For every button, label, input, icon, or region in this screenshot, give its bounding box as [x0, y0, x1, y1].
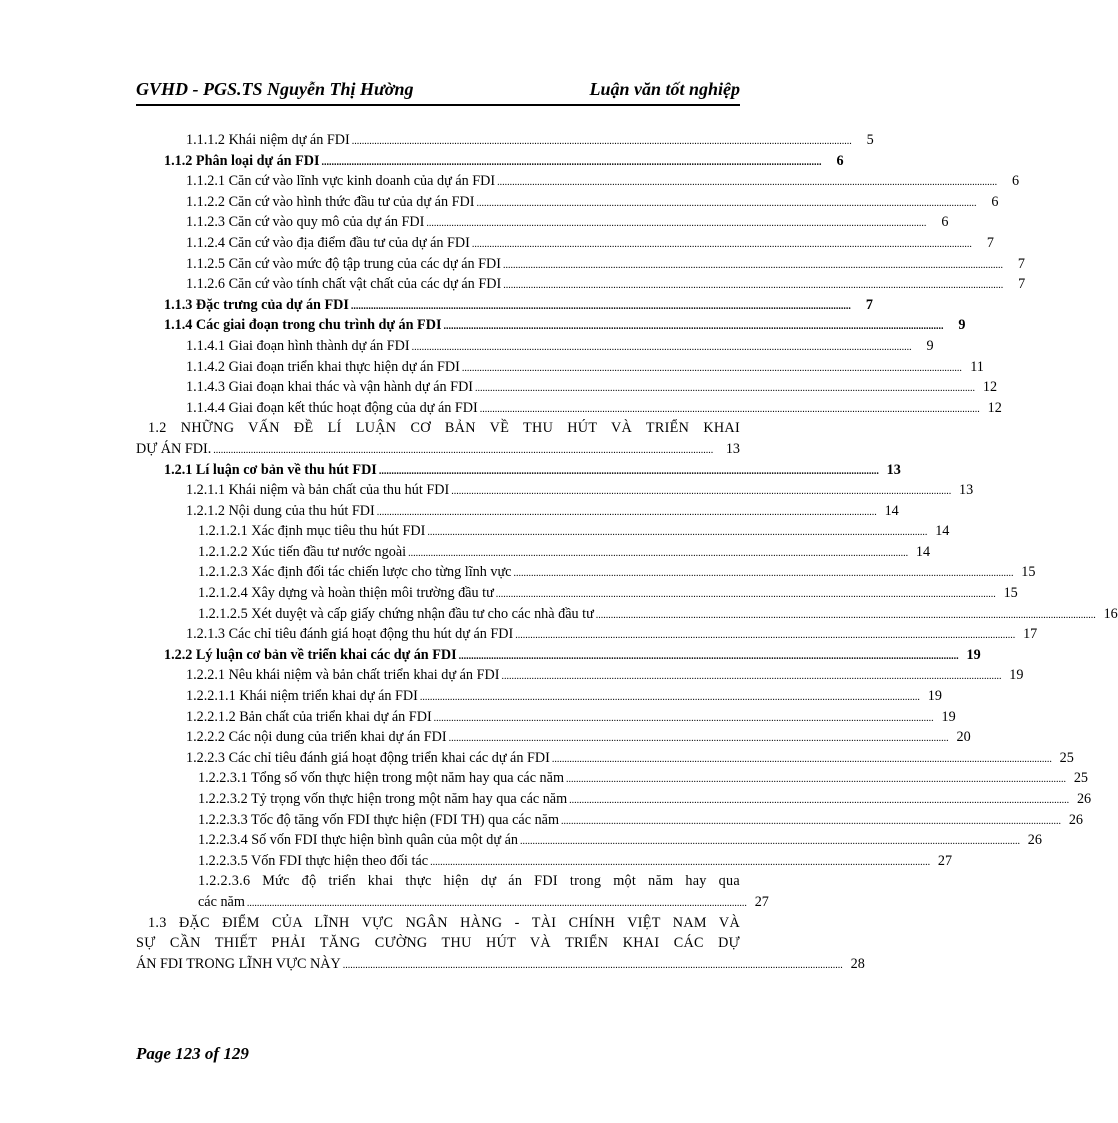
toc-entry-title: 1.1.1.2 Khái niệm dự án FDI [186, 132, 350, 148]
toc-entry-title: 1.2.1.2 Nội dung của thu hút FDI [186, 502, 375, 519]
toc-entry-title: 1.2.1.2.3 Xác định đối tác chiến lược cho từng lĩnh vực [198, 564, 512, 581]
toc-leader: ........................................................................................................................................................................................................ [427, 527, 928, 539]
toc-page-number: 16 [1103, 605, 1118, 622]
toc-page-number: 7 [1018, 276, 1026, 293]
toc-entry-1-3-line1: 1.3 ĐẶC ĐIỂM CỦA LĨNH VỰC NGÂN HÀNG - TÀI CHÍNH VIỆT NAM VÀ [148, 914, 740, 931]
toc-leader: ........................................................................................................................................................................................................ [551, 753, 1052, 765]
toc-entry [136, 254, 1026, 275]
toc-entry [136, 748, 1074, 769]
toc-page-number: 19 [1009, 667, 1024, 684]
toc-leader: ........................................................................................................................................................................................................ [451, 486, 952, 498]
toc-entry-title: ÁN FDI TRONG LĨNH VỰC NÀY [136, 955, 341, 972]
toc-entry [136, 665, 1024, 686]
toc-entry [136, 192, 999, 213]
toc-entry [136, 501, 899, 522]
toc-entry [136, 398, 1002, 419]
toc-entry-title: 1.2.1.2.1 Xác định mục tiêu thu hút FDI [198, 523, 426, 540]
toc-page-number: 13 [959, 482, 974, 499]
toc-entry-1-2-line1: 1.2 NHỮNG VẤN ĐỀ LÍ LUẬN CƠ BẢN VỀ THU HÚT VÀ TRIỂN KHAI [148, 420, 740, 437]
toc-entry-title: 1.1.4.4 Giai đoạn kết thúc hoạt động của dự án FDI [186, 399, 478, 416]
toc-page-number: 15 [1021, 564, 1036, 581]
toc-entry [136, 336, 934, 357]
toc-entry-title: 1.1.4.3 Giai đoạn khai thác và vận hành dự án FDI [186, 379, 474, 396]
toc-entry-title: 1.1.2.6 Căn cứ vào tính chất vật chất của các dự án FDI [186, 276, 502, 293]
toc-entry [136, 645, 981, 666]
toc-entry [136, 768, 1088, 789]
toc-entry-title: 1.2.1.2.5 Xét duyệt và cấp giấy chứng nhận đầu tư cho các nhà đầu tư [198, 605, 594, 622]
toc-entry-title: 1.1.4 Các giai đoạn trong chu trình dự án FDI [164, 317, 442, 334]
toc-page-number: 19 [927, 688, 942, 705]
toc-leader: ........................................................................................................................................................................................................ [443, 321, 944, 333]
toc-page-number: 14 [884, 502, 899, 519]
toc-entry-title: 1.1.2.2 Căn cứ vào hình thức đầu tư của dự án FDI [186, 193, 475, 210]
page-header [136, 76, 740, 106]
toc-entry [136, 542, 931, 563]
toc-leader: ........................................................................................................................................................................................................ [411, 341, 912, 353]
toc-entry [136, 357, 984, 378]
toc-entry [136, 151, 844, 172]
toc-entry-title: 1.2.1.2.2 Xúc tiến đầu tư nước ngoài [198, 543, 407, 560]
header-advisor: GVHD - PGS.TS Nguyễn Thị Hường [136, 79, 414, 99]
toc-leader: ........................................................................................................................................................................................................ [519, 836, 1020, 848]
toc-page-number: 20 [956, 729, 971, 746]
toc-entry [136, 130, 874, 151]
toc-leader: ........................................................................................................................................................................................................ [378, 465, 879, 477]
toc-entry [136, 583, 1018, 604]
toc-entry-title: 1.1.3 Đặc trưng của dự án FDI [164, 296, 349, 313]
toc-leader: ........................................................................................................................................................................................................ [561, 815, 1061, 827]
toc-leader: ........................................................................................................................................................................................................ [376, 506, 877, 518]
toc-entry [136, 727, 971, 748]
toc-entry [136, 562, 1036, 583]
toc-entry [136, 295, 873, 316]
toc-entry-title: 1.2.1.1 Khái niệm và bản chất của thu hút FDI [186, 482, 450, 499]
toc-entry-title: 1.2.2.1.2 Bản chất của triển khai dự án FDI [186, 708, 432, 725]
toc-leader: ........................................................................................................................................................................................................ [495, 589, 996, 601]
toc-page-number: 7 [1017, 255, 1026, 272]
toc-leader: ........................................................................................................................................................................................................ [471, 238, 972, 250]
toc-entry-title: 1.2.1.2.4 Xây dựng và hoàn thiện môi trường đầu tư [198, 585, 494, 602]
toc-group-1-2 [136, 460, 1118, 872]
toc-leader: ........................................................................................................................................................................................................ [515, 630, 1016, 642]
table-of-contents [136, 130, 1118, 974]
toc-entry-1-2-2-3-6-line1: 1.2.2.3.6 Mức độ triển khai thực hiện dự án FDI trong một năm hay qua [198, 873, 740, 890]
toc-entry [136, 707, 956, 728]
toc-leader: ........................................................................................................................................................................................................ [501, 671, 1002, 683]
toc-page-number: 12 [987, 399, 1002, 416]
toc-page-number: 6 [836, 152, 844, 169]
toc-page-number: 13 [725, 440, 740, 457]
toc-page-number: 5 [866, 132, 874, 148]
toc-leader: ........................................................................................................................................................................................................ [461, 362, 962, 374]
toc-entry-1-2-2-3-6 [136, 892, 769, 913]
toc-leader: ........................................................................................................................................................................................................ [419, 692, 920, 704]
toc-entry-title: 1.2.2.3.5 Vốn FDI thực hiện theo đối tác [198, 852, 429, 869]
toc-entry [136, 624, 1038, 645]
toc-leader: ........................................................................................................................................................................................................ [433, 712, 934, 724]
toc-entry-title: 1.2.2.3.4 Số vốn FDI thực hiện bình quân của một dự án [198, 832, 518, 849]
toc-page-number: 25 [1073, 770, 1088, 787]
toc-entry [136, 212, 949, 233]
toc-page-number: 6 [941, 214, 949, 231]
toc-page-number: 6 [991, 193, 999, 210]
toc-entry-title: 1.2.2.1.1 Khái niệm triển khai dự án FDI [186, 688, 418, 705]
toc-entry-title: 1.2.2.3 Các chỉ tiêu đánh giá hoạt động triển khai các dự án FDI [186, 749, 550, 766]
toc-page-number: 27 [937, 852, 953, 869]
toc-entry [136, 810, 1083, 831]
toc-page-number: 15 [1003, 585, 1018, 602]
toc-entry-title: 1.2.1.3 Các chỉ tiêu đánh giá hoạt động thu hút dự án FDI [186, 626, 514, 643]
toc-page-number: 19 [966, 646, 981, 663]
toc-leader: ........................................................................................................................................................................................................ [458, 650, 959, 662]
toc-page-number: 14 [935, 523, 950, 540]
toc-entry-title: DỰ ÁN FDI. [136, 440, 212, 457]
toc-entry [136, 521, 950, 542]
toc-leader: ........................................................................................................................................................................................................ [246, 897, 747, 909]
toc-leader: ........................................................................................................................................................................................................ [595, 609, 1096, 621]
toc-entry [136, 851, 953, 872]
toc-entry-title: 1.1.2.1 Căn cứ vào lĩnh vực kinh doanh của dự án FDI [186, 173, 496, 190]
toc-entry-title: 1.2.2.3.3 Tốc độ tăng vốn FDI thực hiện (FDI TH) qua các năm [198, 811, 559, 828]
toc-page-number: 9 [958, 317, 966, 334]
toc-group-1-1 [136, 130, 1026, 418]
toc-leader: ........................................................................................................................................................................................................ [213, 444, 714, 456]
toc-entry [136, 460, 901, 481]
toc-page-number: 14 [915, 543, 931, 560]
toc-page-number: 13 [886, 461, 901, 478]
toc-entry-title: 1.2.2.3.1 Tổng số vốn thực hiện trong một năm hay qua các năm [198, 770, 564, 787]
toc-entry-title: 1.2.1 Lí luận cơ bản về thu hút FDI [164, 461, 377, 478]
toc-leader: ........................................................................................................................................................................................................ [513, 568, 1014, 580]
toc-leader: ........................................................................................................................................................................................................ [503, 259, 1004, 271]
toc-entry-title: 1.1.2 Phân loại dự án FDI [164, 152, 320, 169]
toc-entry-title: 1.1.4.1 Giai đoạn hình thành dự án FDI [186, 337, 410, 354]
toc-page-number: 7 [865, 296, 873, 313]
toc-leader: ........................................................................................................................................................................................................ [426, 218, 927, 230]
toc-leader: ........................................................................................................................................................................................................ [569, 795, 1070, 806]
toc-leader: ........................................................................................................................................................................................................ [448, 733, 949, 745]
toc-page-number: 25 [1059, 749, 1074, 766]
toc-entry [136, 377, 998, 398]
toc-page-number: 17 [1023, 626, 1038, 643]
toc-leader: ........................................................................................................................................................................................................ [351, 136, 852, 147]
header-thesis-label: Luận văn tốt nghiệp [589, 79, 740, 99]
toc-page-number: 7 [986, 234, 994, 251]
toc-entry-title: 1.1.4.2 Giai đoạn triển khai thực hiện dự án FDI [186, 358, 460, 375]
toc-entry [136, 830, 1042, 851]
toc-page-number: 27 [754, 893, 769, 910]
toc-page-number: 26 [1027, 832, 1042, 849]
toc-entry [136, 604, 1118, 625]
toc-page-number: 26 [1068, 811, 1083, 828]
toc-entry-title: 1.2.2.2 Các nội dung của triển khai dự án FDI [186, 729, 447, 746]
toc-page-number: 26 [1076, 791, 1092, 807]
toc-entry-1-2 [136, 439, 740, 460]
toc-leader: ........................................................................................................................................................................................................ [430, 856, 931, 868]
page-footer: Page 123 of 129 [136, 1044, 249, 1063]
toc-page-number: 6 [1012, 173, 1020, 190]
toc-entry-title: 1.2.2.1 Nêu khái niệm và bản chất triển khai dự án FDI [186, 667, 500, 684]
toc-leader: ........................................................................................................................................................................................................ [503, 280, 1004, 292]
toc-entry-title: 1.2.2 Lý luận cơ bản về triển khai các dự án FDI [164, 646, 457, 663]
toc-page-number: 28 [850, 955, 865, 972]
toc-page-number: 12 [982, 379, 998, 396]
toc-entry-title: các năm [198, 893, 245, 910]
toc-entry-title: 1.1.2.3 Căn cứ vào quy mô của dự án FDI [186, 214, 425, 231]
toc-entry [136, 274, 1026, 295]
toc-leader: ........................................................................................................................................................................................................ [479, 403, 980, 415]
toc-entry-title: 1.1.2.4 Căn cứ vào địa điểm đầu tư của dự án FDI [186, 234, 470, 251]
toc-leader: ........................................................................................................................................................................................................ [342, 959, 843, 971]
toc-leader: ........................................................................................................................................................................................................ [475, 383, 976, 395]
toc-entry [136, 315, 966, 336]
toc-leader: ........................................................................................................................................................................................................ [321, 156, 822, 168]
toc-entry [136, 686, 942, 707]
toc-entry-title: 1.1.2.5 Căn cứ vào mức độ tập trung của các dự án FDI [186, 255, 502, 272]
toc-entry-title: 1.2.2.3.2 Tỷ trọng vốn thực hiện trong một năm hay qua các năm [198, 791, 568, 807]
toc-page-number: 19 [941, 708, 956, 725]
toc-entry [136, 789, 1092, 810]
toc-entry [136, 233, 994, 254]
toc-leader: ........................................................................................................................................................................................................ [408, 547, 909, 559]
toc-entry-1-3 [136, 954, 865, 975]
toc-leader: ........................................................................................................................................................................................................ [566, 774, 1066, 786]
toc-leader: ........................................................................................................................................................................................................ [350, 300, 851, 312]
toc-leader: ........................................................................................................................................................................................................ [476, 197, 977, 209]
toc-entry [136, 480, 974, 501]
toc-page-number: 11 [970, 358, 984, 375]
toc-leader: ........................................................................................................................................................................................................ [497, 177, 998, 189]
toc-entry-1-3-line2: SỰ CẦN THIẾT PHẢI TĂNG CƯỜNG THU HÚT VÀ TRIỂN KHAI CÁC DỰ [136, 935, 740, 952]
toc-page-number: 9 [926, 337, 934, 354]
toc-entry [136, 171, 1020, 192]
